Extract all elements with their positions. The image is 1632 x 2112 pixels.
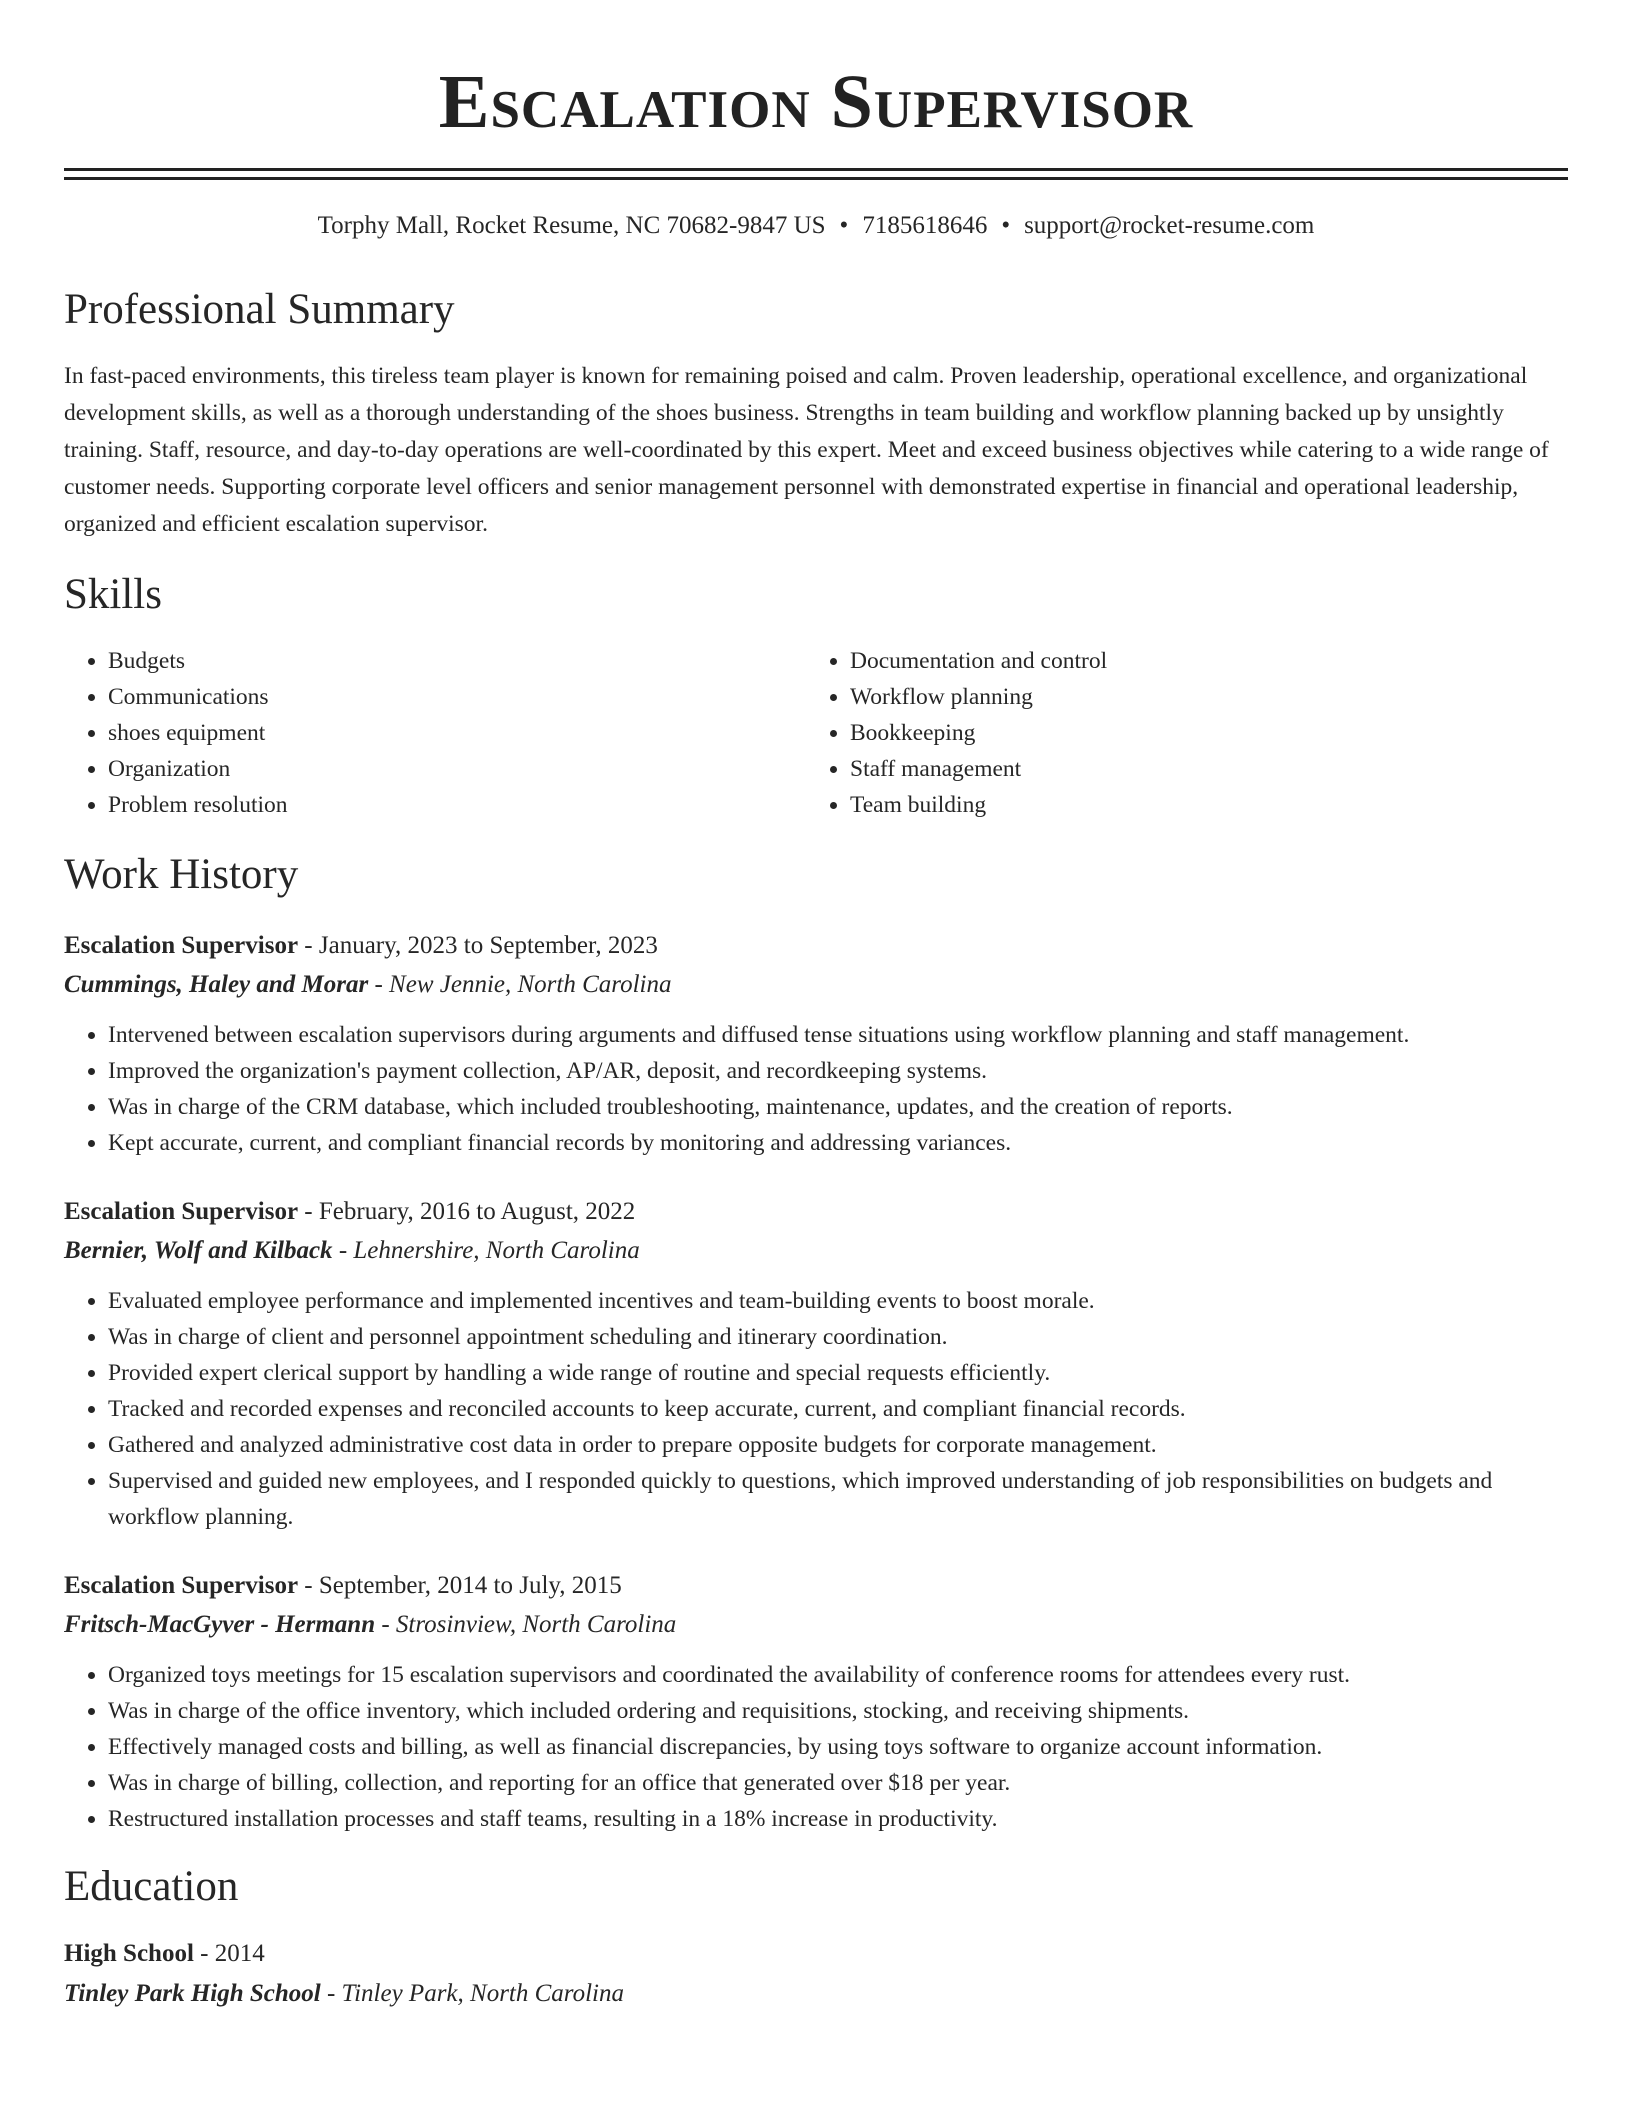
job-title-line [64, 1193, 1568, 1231]
job-bullet: • Kept accurate, current, and compliant financial records by monitoring and addressing variances. [108, 1125, 1568, 1161]
job-bullet: • Was in charge of billing, collection, and reporting for an office that generated over $18 per year. [108, 1765, 1568, 1801]
skills-columns [64, 643, 1568, 823]
job-bullet: • Evaluated employee performance and implemented incentives and team-building events to boost morale. [108, 1283, 1568, 1319]
job-dates: - February, 2016 to August, 2022 [298, 1198, 636, 1225]
skills-list-right [806, 643, 1568, 823]
job-location: - Lehnershire, North Carolina [332, 1237, 640, 1264]
job-title-line [64, 927, 1568, 965]
education-year: - 2014 [193, 1940, 265, 1967]
job-bullet: • Tracked and recorded expenses and reconciled accounts to keep accurate, current, and compliant financial records. [108, 1391, 1568, 1427]
job-bullet: • Was in charge of client and personnel appointment scheduling and itinerary coordination. [108, 1319, 1568, 1355]
job-entry [64, 1193, 1568, 1535]
summary-heading: Professional Summary [64, 286, 455, 333]
job-location: - New Jennie, North Carolina [368, 971, 672, 998]
job-entry [64, 1567, 1568, 1837]
skill-item: • Budgets [108, 643, 806, 679]
skill-item: • Bookkeeping [850, 715, 1568, 751]
education-school-line [64, 1973, 1568, 2015]
skill-item: • Documentation and control [850, 643, 1568, 679]
contact-separator: • [1001, 212, 1011, 239]
education-degree: High School [64, 1940, 194, 1967]
skill-item: • Organization [108, 751, 806, 787]
job-bullet: • Intervened between escalation supervisors during arguments and diffused tense situations using workflow planning and staff management. [108, 1017, 1568, 1053]
job-bullet: • Was in charge of the CRM database, which included troubleshooting, maintenance, updates, and the creation of reports. [108, 1089, 1568, 1125]
job-dates: - January, 2023 to September, 2023 [298, 932, 658, 959]
job-title-line [64, 1567, 1568, 1605]
job-bullet: • Effectively managed costs and billing, as well as financial discrepancies, by using toys software to organize account information. [108, 1729, 1568, 1765]
skills-heading: Skills [64, 571, 162, 618]
job-entry [64, 927, 1568, 1161]
job-bullets [64, 1283, 1568, 1535]
job-company: Bernier, Wolf and Kilback [64, 1237, 333, 1264]
skill-item: • Team building [850, 787, 1568, 823]
job-bullets [64, 1657, 1568, 1837]
job-bullet: • Provided expert clerical support by handling a wide range of routine and special requests efficiently. [108, 1355, 1568, 1391]
job-bullet: • Gathered and analyzed administrative cost data in order to prepare opposite budgets for corporate management. [108, 1427, 1568, 1463]
contact-separator: • [839, 212, 849, 239]
resume-title: Escalation Supervisor [438, 60, 1194, 144]
job-title: Escalation Supervisor [64, 1198, 299, 1225]
job-company-line [64, 1231, 1568, 1271]
skill-item: • Problem resolution [108, 787, 806, 823]
contact-phone: 7185618646 [862, 212, 988, 239]
job-company: Cummings, Haley and Morar [64, 971, 369, 998]
job-title: Escalation Supervisor [64, 932, 299, 959]
skill-item: • Workflow planning [850, 679, 1568, 715]
job-company-line [64, 965, 1568, 1005]
skills-list-left [64, 643, 806, 823]
education-location: - Tinley Park, North Carolina [320, 1980, 624, 2007]
title-rule-top [64, 168, 1568, 171]
education-heading: Education [64, 1863, 239, 1910]
job-location: - Strosinview, North Carolina [375, 1611, 677, 1638]
job-bullet: • Restructured installation processes and staff teams, resulting in a 18% increase in productivity. [108, 1801, 1568, 1837]
skill-item: • Communications [108, 679, 806, 715]
summary-text: In fast-paced environments, this tireless team player is known for remaining poised and calm. Proven leadership, operational excellence, and organizational development skills, as well as a thorough understanding of the shoes business. Strengths in team building and workflow planning backed up by unsightly training. Staff, resource, and day-to-day operations are well-coordinated by this expert. Meet and exceed business objectives while catering to a wide range of customer needs. Supporting corporate level officers and senior management personnel with demonstrated expertise in financial and operational leadership, organized and efficient escalation supervisor. [64, 363, 1549, 537]
title-rule-bottom [64, 177, 1568, 180]
job-bullet: • Organized toys meetings for 15 escalation supervisors and coordinated the availability of conference rooms for attendees every rust. [108, 1657, 1568, 1693]
job-company-line [64, 1605, 1568, 1645]
contact-line [64, 210, 1568, 242]
job-bullet: • Supervised and guided new employees, and I responded quickly to questions, which improved understanding of job responsibilities on budgets and workflow planning. [108, 1463, 1568, 1535]
job-company: Fritsch-MacGyver - Hermann [64, 1611, 376, 1638]
job-bullet: • Was in charge of the office inventory, which included ordering and requisitions, stocking, and receiving shipments. [108, 1693, 1568, 1729]
work-history-heading: Work History [64, 851, 299, 898]
skill-item: • shoes equipment [108, 715, 806, 751]
education-degree-line [64, 1935, 1568, 1973]
job-bullet: • Improved the organization's payment collection, AP/AR, deposit, and recordkeeping systems. [108, 1053, 1568, 1089]
contact-email[interactable]: support@rocket-resume.com [1024, 212, 1315, 239]
job-title: Escalation Supervisor [64, 1572, 299, 1599]
job-dates: - September, 2014 to July, 2015 [298, 1572, 622, 1599]
skill-item: • Staff management [850, 751, 1568, 787]
contact-address: Torphy Mall, Rocket Resume, NC 70682-9847 US [317, 212, 826, 239]
job-bullets [64, 1017, 1568, 1161]
education-school: Tinley Park High School [64, 1980, 321, 2007]
